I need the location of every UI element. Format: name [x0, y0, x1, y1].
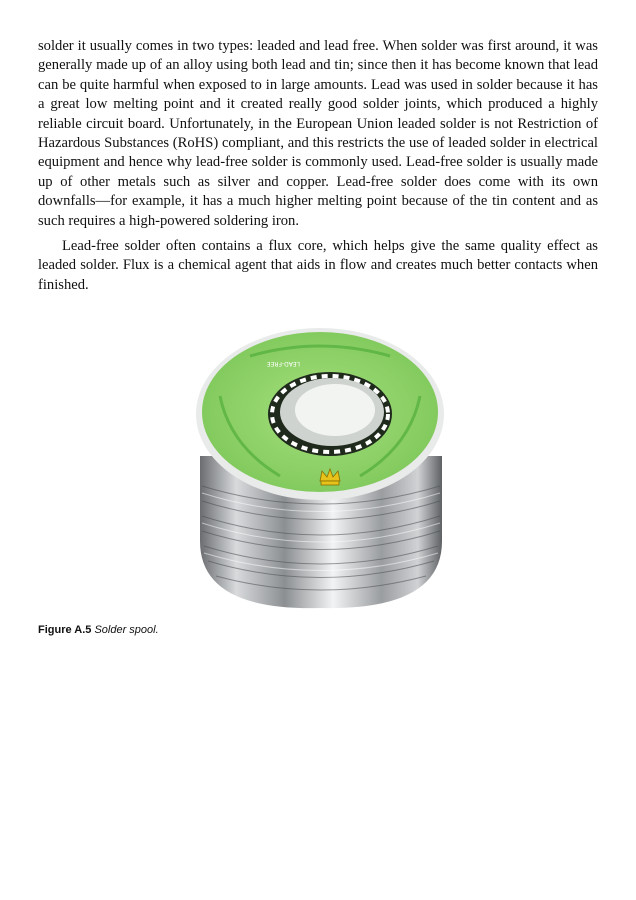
- page-body: [38, 37, 598, 295]
- figure-label: Figure A.5: [38, 624, 92, 636]
- figure-caption-text: Solder spool.: [94, 624, 159, 636]
- spool-label-text: LEAD-FREE: [266, 360, 300, 367]
- solder-spool-figure: [180, 326, 460, 612]
- body-paragraph-2: Lead-free solder often contains a flux core, which helps give the same quality effect as leaded solder. Flux is a chemical agent that aids in flow and creates much better contacts when finished.: [38, 238, 598, 293]
- figure-caption: [38, 624, 159, 636]
- solder-spool-image: [180, 326, 460, 612]
- body-paragraph-1: solder it usually comes in two types: leaded and lead free. When solder was first around, it was generally made up of an alloy using both lead and tin; since then it has become known that lead can be quite harmful when exposed to in large amounts. Lead was used in solder because it has a great low melting point and it created really good solder joints, which produced a highly reliable circuit board. Unfortunately, in the European Union leaded solder is not Restriction of Hazardous Substances (RoHS) compliant, and this restricts the use of leaded solder in electrical equipment and hence why lead-free solder is commonly used. Lead-free solder is usually made up of other metals such as silver and copper. Lead-free solder does come with its own downfalls—for example, it has a much higher melting point because of the tin content and as such requires a high-powered soldering iron.: [38, 38, 598, 229]
